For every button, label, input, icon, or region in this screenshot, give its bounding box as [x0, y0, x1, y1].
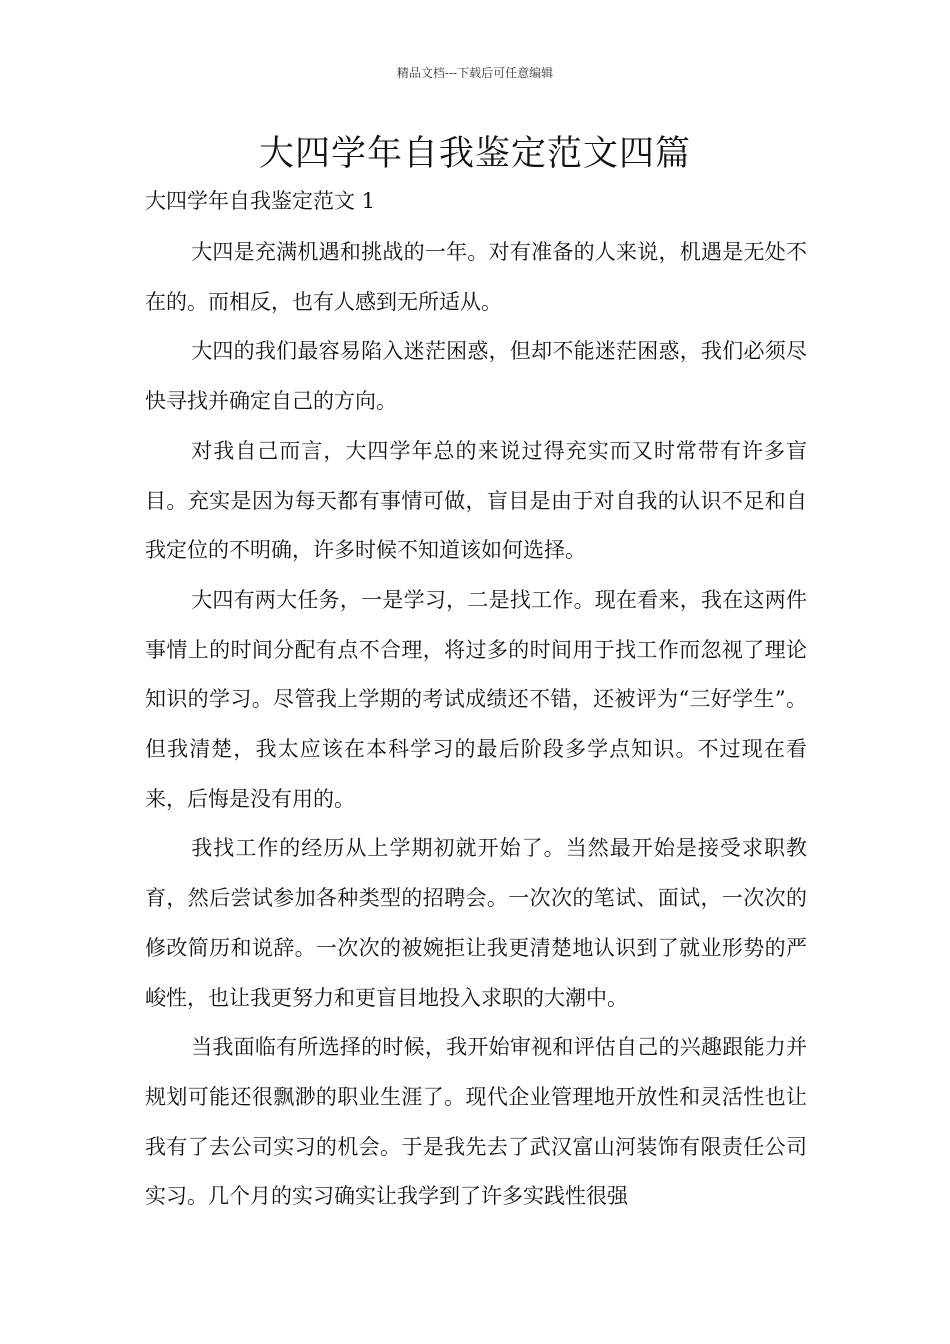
paragraph-6: 当我面临有所选择的时候，我开始审视和评估自己的兴趣跟能力并规划可能还很飘渺的职业生涯了。现代企业管理地开放性和灵活性也让我有了去公司实习的机会。于是我先去了武汉富山河装饰有限责任公司实习。几个月的实习确实让我学到了许多实践性很强 — [145, 1035, 807, 1209]
paragraph-2: 大四的我们最容易陷入迷茫困惑，但却不能迷茫困惑，我们必须尽快寻找并确定自己的方向。 — [145, 339, 807, 414]
page-header: 精品文档---下载后可任意编辑 — [396, 66, 554, 80]
section-subtitle: 大四学年自我鉴定范文 1 — [145, 189, 376, 213]
document-title: 大四学年自我鉴定范文四篇 — [258, 134, 691, 174]
paragraph-4: 大四有两大任务，一是学习，二是找工作。现在看来，我在这两件事情上的时间分配有点不合理，将过多的时间用于找工作而忽视了理论知识的学习。尽管我上学期的考试成绩还不错，还被评为“三好学生”。但我清楚，我太应该在本科学习的最后阶段多学点知识。不过现在看来，后悔是没有用的。 — [145, 587, 807, 811]
paragraph-3: 对我自己而言，大四学年总的来说过得充实而又时常带有许多盲目。充实是因为每天都有事情可做，盲目是由于对自我的认识不足和自我定位的不明确，许多时候不知道该如何选择。 — [145, 438, 807, 563]
paragraph-1: 大四是充满机遇和挑战的一年。对有准备的人来说，机遇是无处不在的。而相反，也有人感到无所适从。 — [145, 240, 807, 314]
paragraph-5: 我找工作的经历从上学期初就开始了。当然最开始是接受求职教育，然后尝试参加各种类型的招聘会。一次次的笔试、面试，一次次的修改简历和说辞。一次次的被婉拒让我更清楚地认识到了就业形势的严峻性，也让我更努力和更盲目地投入求职的大潮中。 — [145, 836, 807, 1010]
document-body — [145, 228, 807, 1222]
